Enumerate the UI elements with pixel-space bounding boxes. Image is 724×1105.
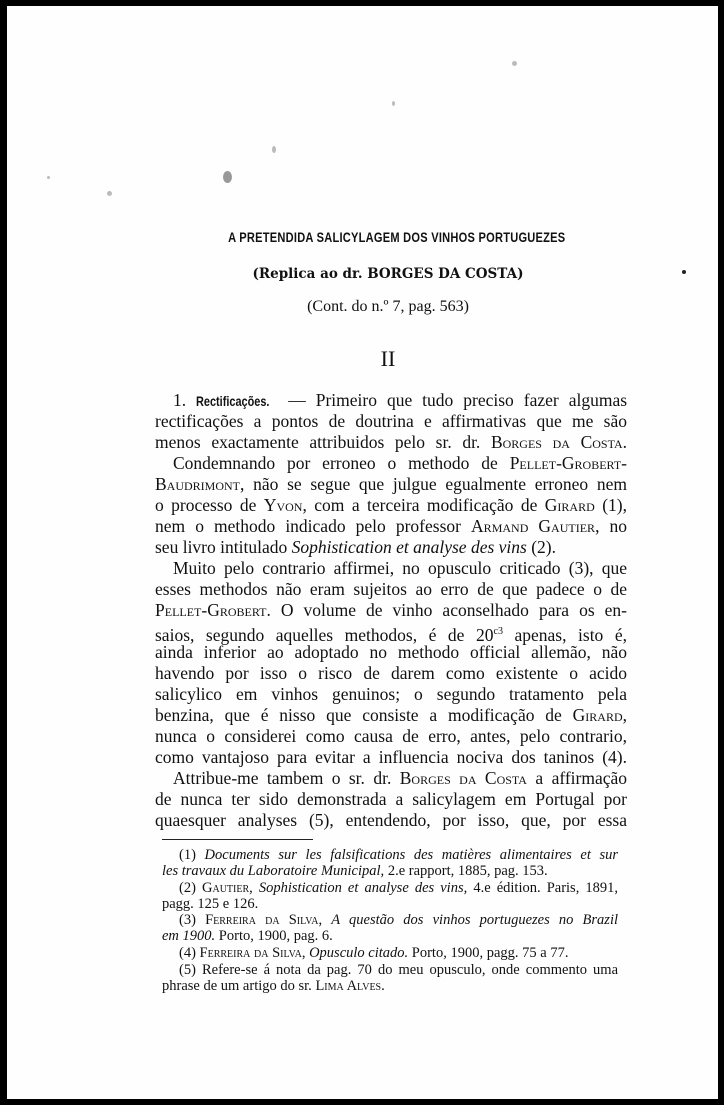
text: .: [381, 978, 385, 994]
body-line: quaesquer analyses (5), entendendo, por isso, que, por essa: [155, 810, 627, 830]
footnote-number: (5): [179, 962, 196, 978]
text: Condemnando por erroneo o methodo de: [173, 453, 498, 473]
text: ,: [622, 705, 627, 725]
scan-speck: [682, 270, 686, 274]
book-title: A questão dos vinhos portuguezes no Brazil: [331, 912, 619, 928]
body-line: Muito pelo contrario affirmei, no opusculo criticado (3), que: [173, 558, 627, 578]
body-line: [155, 705, 627, 726]
footnote-line: [162, 928, 618, 944]
footnote-number: (3): [179, 912, 196, 928]
scan-speck: [392, 101, 395, 106]
footnote-line: [162, 863, 618, 879]
text: nem o methodo indicado pelo professor: [155, 516, 461, 536]
footnote-line: pagg. 125 e 126.: [162, 896, 259, 912]
author-name: Borges da Costa: [490, 432, 623, 452]
text: 2.e rapport, 1885, pag. 153.: [387, 863, 548, 879]
subtitle-suffix: ): [517, 266, 524, 282]
continuation-note: (Cont. do n.º 7, pag. 563): [307, 298, 469, 315]
footnote-line: [179, 847, 618, 863]
footnote-number: (2): [179, 880, 196, 896]
text: , no: [595, 516, 628, 536]
body-line: [155, 495, 627, 516]
superscript: c3: [493, 626, 503, 637]
body-line: [155, 474, 627, 495]
subtitle-prefix: (Replica ao dr.: [252, 266, 363, 282]
scan-speck: [223, 171, 232, 183]
footnote-rule: [162, 839, 313, 840]
footnote-line: (2) Gautier, Sophistication et analyse des vins, 4.e édition. Paris, 1891,: [179, 880, 619, 896]
body-line: [173, 768, 627, 789]
footnote-line: [162, 978, 618, 994]
article-subtitle: [193, 266, 583, 282]
article-title: A PRETENDIDA SALICYLAGEM DOS VINHOS PORTUGUEZES: [228, 230, 566, 245]
author-name: Gautier: [202, 880, 250, 896]
text: o processo de: [155, 495, 257, 515]
book-title: Documents sur les falsifications des matières alimentaires et sur: [204, 847, 619, 863]
footnote-number: (1): [179, 847, 196, 863]
body-line: salicylico em vinhos genuinos; o segundo tratamento pela: [155, 684, 627, 704]
body-line: rectificações a pontos de doutrina e affirmativas que me são: [155, 411, 627, 431]
footnote-line: [179, 962, 618, 978]
text: saios, segundo aquelles methodos, é de 20: [155, 624, 494, 645]
text: 4.e édition. Paris, 1891,: [473, 880, 619, 896]
text: — Primeiro que tudo preciso fazer algumas: [288, 390, 628, 410]
text: apenas, isto é,: [514, 624, 627, 645]
body-line: [155, 432, 627, 453]
body-line: havendo por isso o risco de darem como existente o acido: [155, 663, 627, 683]
text: phrase de um artigo do sr.: [162, 978, 312, 994]
author-name: Girard: [572, 705, 623, 725]
book-title: Sophistication et analyse des vins: [291, 537, 527, 557]
text: Porto, 1900, pagg. 75 a 77.: [411, 945, 569, 961]
text: (1),: [602, 495, 627, 515]
text: , não se segue que julgue egualmente erroneo nem: [240, 474, 627, 494]
author-name: Ferreira da Silva: [205, 912, 319, 928]
author-name: Lima Alves: [315, 978, 382, 994]
scan-speck: [47, 176, 50, 179]
book-title: les travaux du Laboratoire Municipal,: [162, 863, 385, 879]
text: a affirmação: [535, 768, 628, 788]
body-line: [173, 453, 627, 474]
text: benzina, que é nisso que consiste a modificação de: [155, 705, 562, 725]
scan-speck: [512, 61, 517, 66]
body-line: nunca o considerei como causa de erro, antes, pelo contrario,: [155, 726, 627, 746]
text: , com a terceira modificação de: [302, 495, 538, 515]
book-title: em 1900.: [162, 928, 216, 944]
author-name: Pellet-Grobert: [155, 600, 267, 620]
author-name: Yvon: [263, 495, 303, 515]
body-line: de nunca ter sido demonstrada a salicylagem em Portugal por: [155, 789, 627, 809]
author-name: Baudrimont: [155, 474, 241, 494]
author-name: Pellet-Grobert-: [509, 453, 627, 473]
text: . O volume de vinho aconselhado para os en-: [266, 600, 627, 620]
body-line: [173, 390, 627, 412]
author-name: Girard: [544, 495, 595, 515]
body-line: [155, 600, 627, 621]
body-line: como vantajoso para evitar a influencia nociva dos taninos (4).: [155, 747, 627, 767]
author-name: Armand Gautier: [471, 516, 596, 536]
body-line: ainda inferior ao adoptado no methodo official allemão, não: [155, 642, 627, 662]
footnote-line: (3) Ferreira da Silva, A questão dos vinhos portuguezes no Brazil: [179, 912, 619, 928]
body-line: [155, 537, 627, 558]
body-line: esses methodos não eram sujeitos ao erro de que padece o de: [155, 579, 627, 599]
text: Porto, 1900, pag. 6.: [218, 928, 333, 944]
body-line: [155, 516, 627, 537]
text: seu livro intitulado: [155, 537, 288, 557]
book-title: Opusculo citado.: [309, 945, 409, 961]
text: .: [622, 432, 627, 452]
paper-sheet: [7, 6, 718, 1099]
book-title: Sophistication et analyse des vins,: [258, 880, 468, 896]
run-in-heading: Rectificações.: [196, 393, 270, 409]
scan-speck: [272, 146, 276, 153]
text: (2).: [531, 537, 556, 557]
section-numeral: II: [380, 346, 396, 371]
author-name: Borges da Costa: [399, 768, 527, 788]
text: Refere-se á nota da pag. 70 do meu opusculo, onde commento uma: [201, 962, 619, 978]
footnote-line: (4) Ferreira da Silva, Opusculo citado. Porto, 1900, pagg. 75 a 77.: [179, 945, 569, 961]
author-name: Ferreira da Silva: [199, 945, 302, 961]
scan-speck: [107, 191, 112, 196]
subtitle-name: BORGES DA COSTA: [367, 266, 518, 282]
text: menos exactamente attribuidos pelo sr. dr.: [155, 432, 481, 452]
paragraph-number: 1.: [173, 390, 187, 410]
text: Attribue-me tambem o sr. dr.: [173, 768, 392, 788]
footnote-number: (4): [179, 945, 196, 961]
